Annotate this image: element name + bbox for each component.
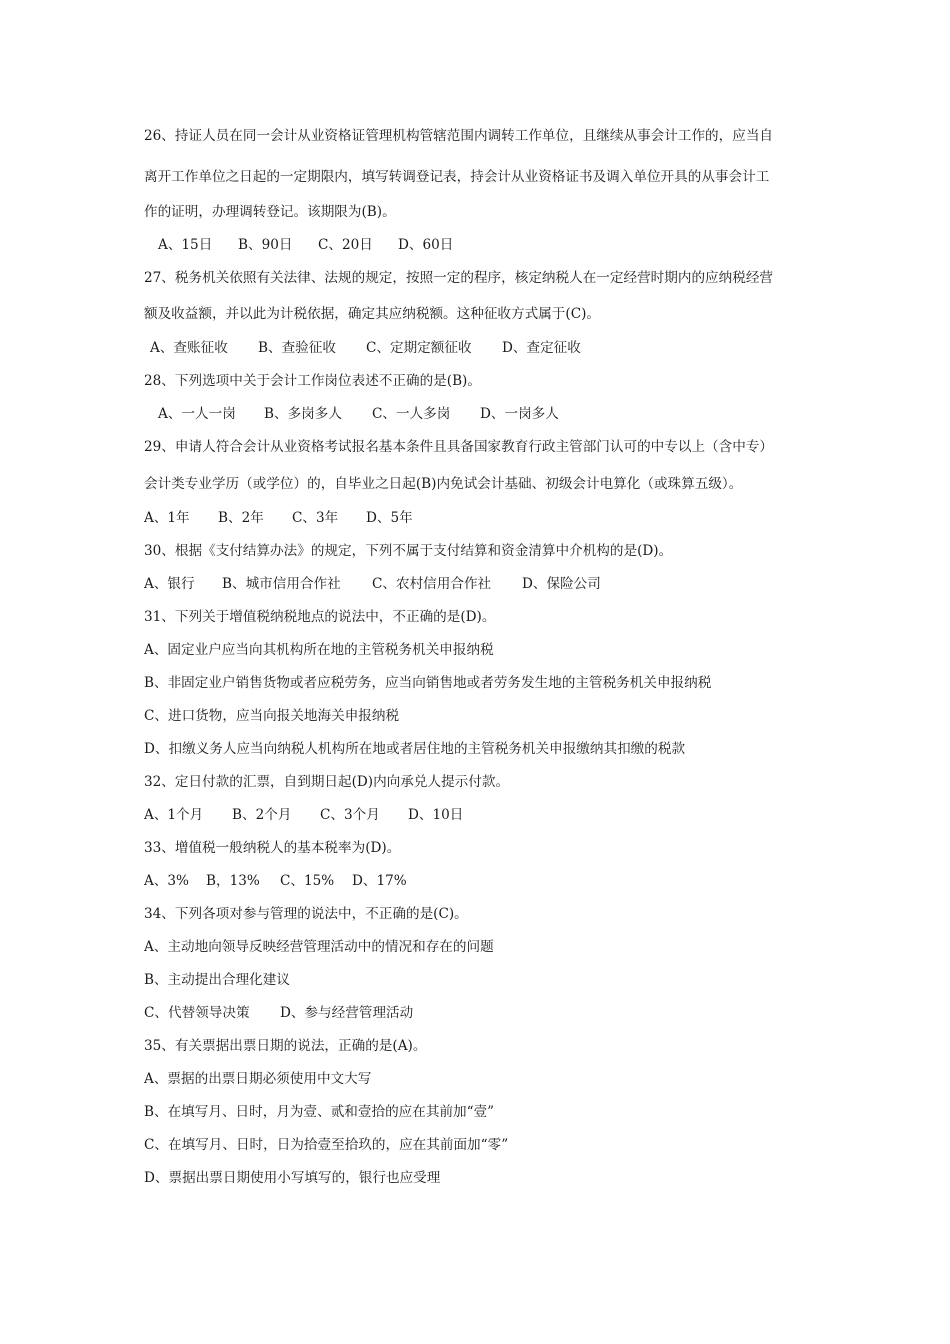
option-a: A、银行	[144, 576, 195, 592]
option-b: B、查验征收	[258, 340, 336, 356]
question-32-options	[144, 805, 463, 825]
question-31-option-b: B、非固定业户销售货物或者应税劳务，应当向销售地或者劳务发生地的主管税务机关申报纳税	[144, 675, 712, 691]
option-d: D、保险公司	[522, 576, 601, 592]
question-31-option-c: C、进口货物，应当向报关地海关申报纳税	[144, 708, 400, 724]
question-31-option-d: D、扣缴义务人应当向纳税人机构所在地或者居住地的主管税务机关申报缴纳其扣缴的税款	[144, 741, 686, 757]
option-a: A、查账征收	[150, 340, 228, 356]
option-d: D、17%	[352, 873, 407, 889]
question-34-options-cd	[144, 1003, 413, 1023]
option-d: D、参与经营管理活动	[280, 1005, 414, 1021]
question-26-options	[158, 235, 453, 255]
question-35-option-b: B、在填写月、日时，月为壹、贰和壹拾的应在其前加“壹”	[144, 1104, 495, 1120]
question-35-line-1: 35、有关票据出票日期的说法，正确的是(A)。	[144, 1038, 427, 1054]
option-d: D、一岗多人	[480, 406, 559, 422]
option-d: D、60日	[398, 237, 454, 253]
option-c: C、3个月	[320, 807, 380, 823]
question-31-option-a: A、固定业户应当向其机构所在地的主管税务机关申报纳税	[144, 642, 494, 658]
question-33-options	[144, 871, 407, 891]
question-28-options	[158, 404, 559, 424]
option-c: C、20日	[318, 237, 373, 253]
question-34-option-a: A、主动地向领导反映经营管理活动中的情况和存在的问题	[144, 939, 494, 955]
question-30-options	[144, 574, 601, 594]
question-27-line-1: 27、税务机关依照有关法律、法规的规定，按照一定的程序，核定纳税人在一定经营时期内的应纳税经营	[144, 270, 774, 286]
question-26-line-3: 作的证明，办理调转登记。该期限为(B)。	[144, 204, 396, 220]
option-d: D、10日	[408, 807, 464, 823]
option-a: A、15日	[158, 237, 213, 253]
question-29-line-2: 会计类专业学历（或学位）的，自毕业之日起(B)内免试会计基础、初级会计电算化（或珠算五级）。	[144, 476, 743, 492]
option-d: D、5年	[366, 510, 413, 526]
option-c: C、15%	[280, 873, 335, 889]
option-b: B，13%	[206, 873, 260, 889]
option-c: C、代替领导决策	[144, 1005, 250, 1021]
question-29-options	[144, 508, 413, 528]
option-c: C、农村信用合作社	[372, 576, 492, 592]
question-35-option-a: A、票据的出票日期必须使用中文大写	[144, 1071, 372, 1087]
option-c: C、定期定额征收	[366, 340, 472, 356]
question-30-line-1: 30、根据《支付结算办法》的规定，下列不属于支付结算和资金清算中介机构的是(D)。	[144, 543, 673, 559]
option-c: C、3年	[292, 510, 339, 526]
option-a: A、1年	[144, 510, 190, 526]
option-a: A、3%	[144, 873, 189, 889]
option-a: A、一人一岗	[158, 406, 236, 422]
option-a: A、1个月	[144, 807, 204, 823]
question-27-line-2: 额及收益额，并以此为计税依据，确定其应纳税额。这种征收方式属于(C)。	[144, 306, 601, 322]
question-26-line-2: 离开工作单位之日起的一定期限内，填写转调登记表，持会计从业资格证书及调入单位开具的从事会计工	[144, 169, 770, 185]
option-b: B、2年	[218, 510, 264, 526]
question-35-option-d: D、票据出票日期使用小写填写的，银行也应受理	[144, 1170, 441, 1186]
question-34-option-b: B、主动提出合理化建议	[144, 972, 290, 988]
question-28-line-1: 28、下列选项中关于会计工作岗位表述不正确的是(B)。	[144, 373, 481, 389]
question-31-line-1: 31、下列关于增值税纳税地点的说法中，不正确的是(D)。	[144, 609, 496, 625]
option-b: B、90日	[238, 237, 293, 253]
option-b: B、2个月	[232, 807, 292, 823]
question-34-line-1: 34、下列各项对参与管理的说法中，不正确的是(C)。	[144, 906, 468, 922]
question-27-options	[150, 338, 581, 358]
question-35-option-c: C、在填写月、日时，日为拾壹至拾玖的，应在其前面加“零”	[144, 1137, 509, 1153]
question-26-line-1: 26、持证人员在同一会计从业资格证管理机构管辖范围内调转工作单位，且继续从事会计工作的，应当自	[144, 128, 774, 144]
option-b: B、城市信用合作社	[222, 576, 341, 592]
question-32-line-1: 32、定日付款的汇票，自到期日起(D)内向承兑人提示付款。	[144, 774, 510, 790]
question-33-line-1: 33、增值税一般纳税人的基本税率为(D)。	[144, 840, 401, 856]
option-c: C、一人多岗	[372, 406, 451, 422]
option-b: B、多岗多人	[264, 406, 342, 422]
question-29-line-1: 29、申请人符合会计从业资格考试报名基本条件且具备国家教育行政主管部门认可的中专以上（含中专）	[144, 439, 774, 455]
option-d: D、查定征收	[502, 340, 581, 356]
